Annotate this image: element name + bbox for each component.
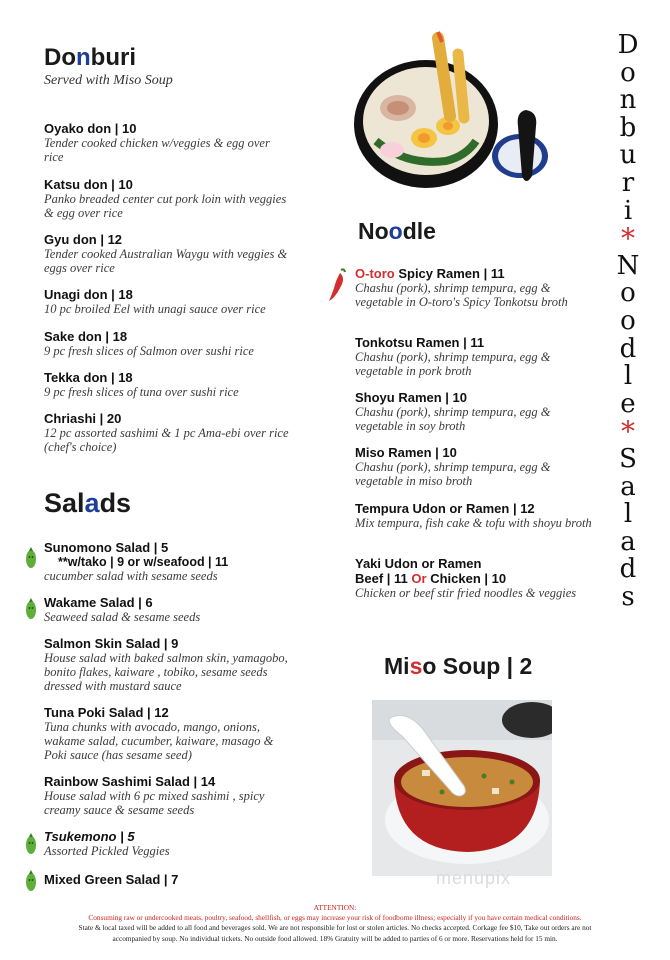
item-name: Gyu don | 12: [44, 232, 123, 247]
miso-soup-title: [384, 653, 532, 680]
donburi-item: [44, 177, 289, 220]
salads-title-b: a: [84, 488, 100, 518]
item-name: Mixed Green Salad | 7: [44, 872, 179, 887]
noodle-title-a: No: [358, 218, 389, 244]
item-desc: 9 pc fresh slices of Salmon over sushi rice: [44, 344, 254, 358]
banner-letter: i: [623, 195, 633, 226]
item-desc: Tuna chunks with avocado, mango, onions, wakame salad, cucumber, kaiware, masago & Poki sauce (has sesame seed): [44, 720, 274, 762]
item-name: Wakame Salad | 6: [44, 595, 153, 610]
vegetarian-icon: [24, 545, 38, 569]
item-name: Oyako don | 10: [44, 121, 137, 136]
item-desc: Panko breaded center cut pork loin with veggies & egg over rice: [44, 192, 287, 220]
banner-letter: l: [623, 499, 633, 530]
banner-letter: u: [619, 140, 637, 171]
salad-item: [44, 774, 289, 817]
item-desc: Tender cooked chicken w/veggies & egg over rice: [44, 136, 270, 164]
item-name: Sunomono Salad | 5: [44, 540, 169, 555]
banner-letter: e: [620, 388, 636, 419]
banner-letter: s: [621, 581, 635, 612]
item-name: Sake don | 18: [44, 329, 128, 344]
banner-letter: r: [621, 167, 635, 198]
item-chicken-price: Chicken | 10: [426, 571, 507, 586]
miso-title-a: Mi: [384, 653, 410, 679]
donburi-title-a: Do: [44, 44, 76, 71]
noodle-item: [355, 390, 600, 433]
item-name: Miso Ramen | 10: [355, 445, 457, 460]
item-name: Katsu don | 10: [44, 177, 133, 192]
item-desc: Seaweed salad & sesame seeds: [44, 610, 201, 624]
footer-attention: ATTENTION:: [313, 903, 357, 912]
item-name-rest: Spicy Ramen | 11: [394, 266, 505, 281]
salad-item: [44, 636, 289, 693]
donburi-item: [44, 329, 289, 358]
banner-letter: d: [619, 554, 637, 585]
item-extra: **w/tako | 9 or w/seafood | 11: [58, 555, 229, 569]
item-name: Tuna Poki Salad | 12: [44, 705, 169, 720]
item-or: Or: [411, 571, 427, 586]
item-desc: cucumber salad with sesame seeds: [44, 569, 218, 583]
donburi-item: [44, 370, 289, 399]
item-name: Shoyu Ramen | 10: [355, 390, 468, 405]
chili-pepper-icon: [326, 266, 348, 304]
footer-notice: [8, 903, 662, 944]
item-name-highlight: O-toro: [355, 266, 395, 281]
donburi-item: [44, 121, 289, 164]
watermark: menupix: [436, 868, 512, 888]
item-desc: Chashu (pork), shrimp tempura, egg & vegetable in O-toro's Spicy Tonkotsu broth: [355, 281, 568, 309]
item-desc: Mix tempura, fish cake & tofu with shoyu broth: [355, 516, 592, 530]
noodle-item: [355, 556, 600, 600]
donburi-item: [44, 287, 289, 316]
banner-letter: o: [620, 57, 636, 88]
item-name: Tonkotsu Ramen | 11: [355, 335, 485, 350]
item-desc: 12 pc assorted sashimi & 1 pc Ama-ebi over rice (chef's choice): [44, 426, 289, 454]
item-beef-price: Beef | 11: [355, 571, 412, 586]
item-name: Yaki Udon or Ramen: [355, 556, 482, 571]
item-name: Salmon Skin Salad | 9: [44, 636, 179, 651]
ramen-photo: [346, 26, 576, 212]
item-desc: House salad with 6 pc mixed sashimi , spicy creamy sauce & sesame seeds: [44, 789, 265, 817]
noodle-item: [355, 501, 600, 530]
salad-item: [44, 705, 289, 762]
banner-letter: S: [619, 443, 637, 474]
item-name: Tekka don | 18: [44, 370, 133, 385]
noodle-title-c: dle: [402, 218, 436, 244]
noodle-title: [358, 218, 436, 245]
banner-letter: n: [619, 85, 637, 116]
donburi-title-b: n: [76, 44, 91, 71]
banner-letter: d: [619, 333, 637, 364]
donburi-title-c: buri: [90, 44, 136, 71]
banner-letter: l: [623, 361, 633, 392]
item-desc: 9 pc fresh slices of tuna over sushi rice: [44, 385, 239, 399]
noodle-item: [355, 335, 600, 378]
donburi-item: [44, 411, 289, 454]
item-name: Unagi don | 18: [44, 287, 133, 302]
salad-item: [44, 595, 289, 624]
item-desc: Chashu (pork), shrimp tempura, egg & vegetable in pork broth: [355, 350, 551, 378]
item-desc: Chicken or beef stir fried noodles & veggies: [355, 586, 577, 600]
item-desc: Tender cooked Australian Waygu with veggies & eggs over rice: [44, 247, 288, 275]
banner-letter: N: [616, 250, 640, 281]
footer-line: State & local taxed will be added to all food and beverages sold. We are not responsible for lost or stolen articles. No checks accepted. Corkage fee $10, Take out orders are not: [78, 923, 592, 933]
banner-letter: D: [617, 30, 639, 60]
footer-line: accompanied by soup. No individual tickets. No outside food allowed. 18% Gratuity will be added to parties of 6 or more. Reservations held for 15 min.: [112, 933, 558, 943]
donburi-title: [44, 44, 136, 72]
item-name: [355, 266, 600, 281]
item-name-line2: [355, 571, 600, 586]
noodle-item: [355, 266, 600, 309]
item-desc: 10 pc broiled Eel with unagi sauce over rice: [44, 302, 266, 316]
salads-title: [44, 488, 131, 519]
item-name: Tempura Udon or Ramen | 12: [355, 501, 535, 516]
item-name: Tsukemono | 5: [44, 829, 135, 844]
donburi-item: [44, 232, 289, 275]
vegetarian-icon: [24, 831, 38, 855]
miso-title-c: o Soup | 2: [422, 653, 533, 679]
noodle-item: [355, 445, 600, 488]
banner-star: *: [621, 415, 635, 449]
item-name: Chriashi | 20: [44, 411, 122, 426]
banner-star: *: [621, 222, 635, 256]
banner-letter: o: [620, 305, 636, 336]
donburi-subtitle: Served with Miso Soup: [44, 73, 173, 88]
item-desc: Chashu (pork), shrimp tempura, egg & vegetable in soy broth: [355, 405, 551, 433]
item-desc: Chashu (pork), shrimp tempura, egg & vegetable in miso broth: [355, 460, 551, 488]
miso-title-b: s: [409, 653, 423, 679]
banner-letter: b: [619, 112, 637, 143]
miso-soup-photo: [372, 700, 552, 876]
item-desc: House salad with baked salmon skin, yamagobo, bonito flakes, kaiware , tobiko, sesame seeds dressed with mustard sauce: [44, 651, 288, 693]
item-desc: Assorted Pickled Veggies: [44, 844, 170, 858]
banner-letter: a: [620, 471, 636, 502]
footer-warning: Consuming raw or undercooked meats, poultry, seafood, shellfish, or eggs may increase your risk of foodborne illness; especially if you have certain medical conditions.: [88, 913, 582, 923]
item-name: Rainbow Sashimi Salad | 14: [44, 774, 216, 789]
vegetarian-icon: [24, 868, 38, 892]
banner-letter: o: [620, 278, 636, 309]
salads-title-a: Sal: [44, 488, 85, 518]
vegetarian-icon: [24, 596, 38, 620]
salad-item: [44, 829, 289, 858]
vertical-banner: [608, 32, 648, 611]
salads-title-c: ds: [99, 488, 132, 518]
banner-letter: a: [620, 526, 636, 557]
salad-item: [44, 540, 289, 583]
salad-item: [44, 872, 289, 887]
noodle-title-b: o: [388, 218, 403, 244]
